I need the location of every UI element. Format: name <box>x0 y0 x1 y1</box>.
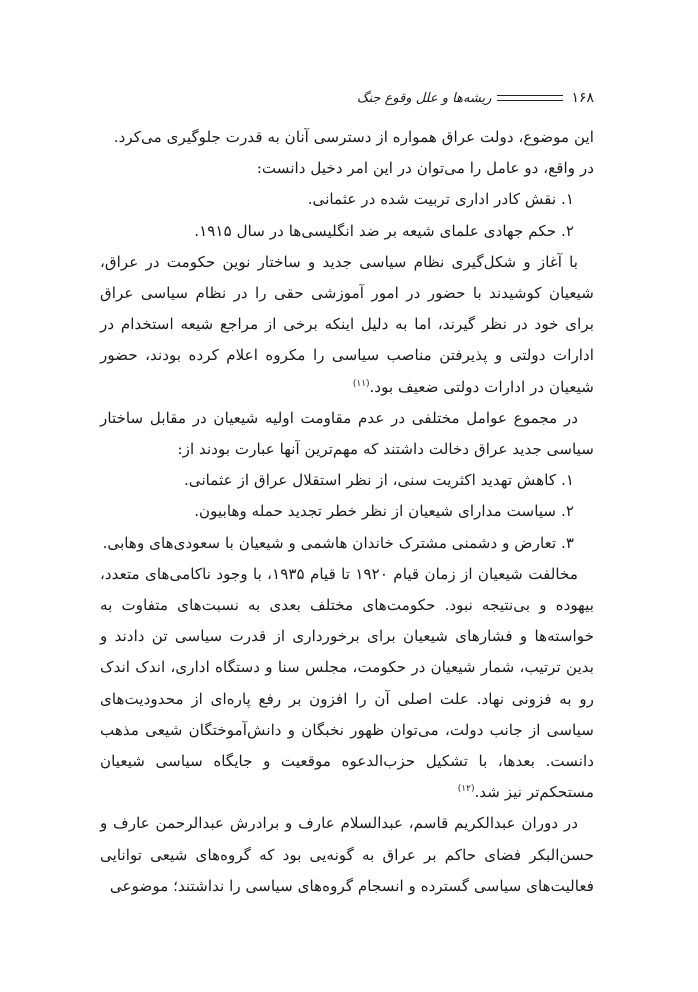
paragraph: در واقع، دو عامل را می‌توان در این امر دخیل دانست: <box>256 159 594 178</box>
list-item: ۱. نقش کادر اداری تربیت شده در عثمانی. <box>307 190 574 209</box>
running-title: ریشه‌ها و علل وقوع جنگ <box>356 90 492 106</box>
paragraph-text: مخالفت شیعیان از زمان قیام ۱۹۲۰ تا قیام ۱۹۳۵، با وجود ناکامی‌های متعدد، بیهوده و بی‌نتیجه نبود. حکومت‌های مختلف بعدی به نسبت‌های متفاوت به خواسته‌ها و فشارهای شیعیان برای برخورداری از قدرت سیاسی تن دادند و بدین ترتیب، شمار شیعیان در حکومت، مجلس سنا و دستگاه اداری، اندک اندک رو به فزونی نهاد. علت اصلی آن را افزون بر رفع پاره‌ای از محدودیت‌های سیاسی از جانب دولت، می‌توان ظهور نخبگان و دانش‌آموختگان شیعی مذهب دانست. بعدها، با تشکیل حزب‌الدعوه موقعیت و جایگاه سیاسی شیعیان مستحکم‌تر نیز شد. <box>100 564 594 802</box>
page-number: ۱۶۸ <box>571 90 594 106</box>
list-item: ۳. تعارض و دشمنی مشترک خاندان هاشمی و شیعیان با سعودی‌های وهابی. <box>102 533 574 552</box>
footnote-ref: (۱۱) <box>352 378 370 389</box>
paragraph: در دوران عبدالکریم قاسم، عبدالسلام عارف و برادرش عبدالرحمن عارف و حسن‌البکر فضای حاکم بر عراق به گونه‌یی بود که گروه‌های شیعی توانایی فعالیت‌های سیاسی گسترده و انسجام گروه‌های سیاسی را نداشتند؛ موضوعی <box>100 814 594 895</box>
paragraph: در مجموع عوامل مختلفی در عدم مقاومت اولیه شیعیان در مقابل ساختار سیاسی جدید عراق دخالت داشتند که مهم‌ترین آنها عبارت بودند از: <box>100 408 594 459</box>
paragraph: این موضوع، دولت عراق همواره از دسترسی آنان به قدرت جلوگیری می‌کرد. <box>113 128 594 146</box>
paragraph <box>100 247 594 403</box>
footnote-ref: (۱۲) <box>457 784 475 795</box>
list-item: ۱. کاهش تهدید اکثریت سنی، از نظر استقلال عراق از عثمانی. <box>183 471 574 490</box>
list-item: ۲. حکم جهادی علمای شیعه بر ضد انگلیسی‌ها در سال ۱۹۱۵. <box>194 221 574 240</box>
body-text <box>100 122 594 902</box>
header-ornament-rule <box>497 95 563 101</box>
paragraph-text: با آغاز و شکل‌گیری نظام سیاسی جدید و ساختار نوین حکومت در عراق، شیعیان کوشیدند با حضور در امور آموزشی حقی را در نظام سیاسی عراق برای خود در نظر گیرند، اما به دلیل اینکه برخی از مراجع شیعه استخدام در ادارات دولتی و پذیرفتن مناصب سیاسی را مکروه اعلام کرده بودند، حضور شیعیان در ادارات دولتی ضعیف بود. <box>100 252 594 396</box>
running-header <box>100 86 594 110</box>
list-item: ۲. سیاست مدارای شیعیان از نظر خطر تجدید حمله وهابیون. <box>194 502 574 521</box>
paragraph <box>100 559 594 809</box>
